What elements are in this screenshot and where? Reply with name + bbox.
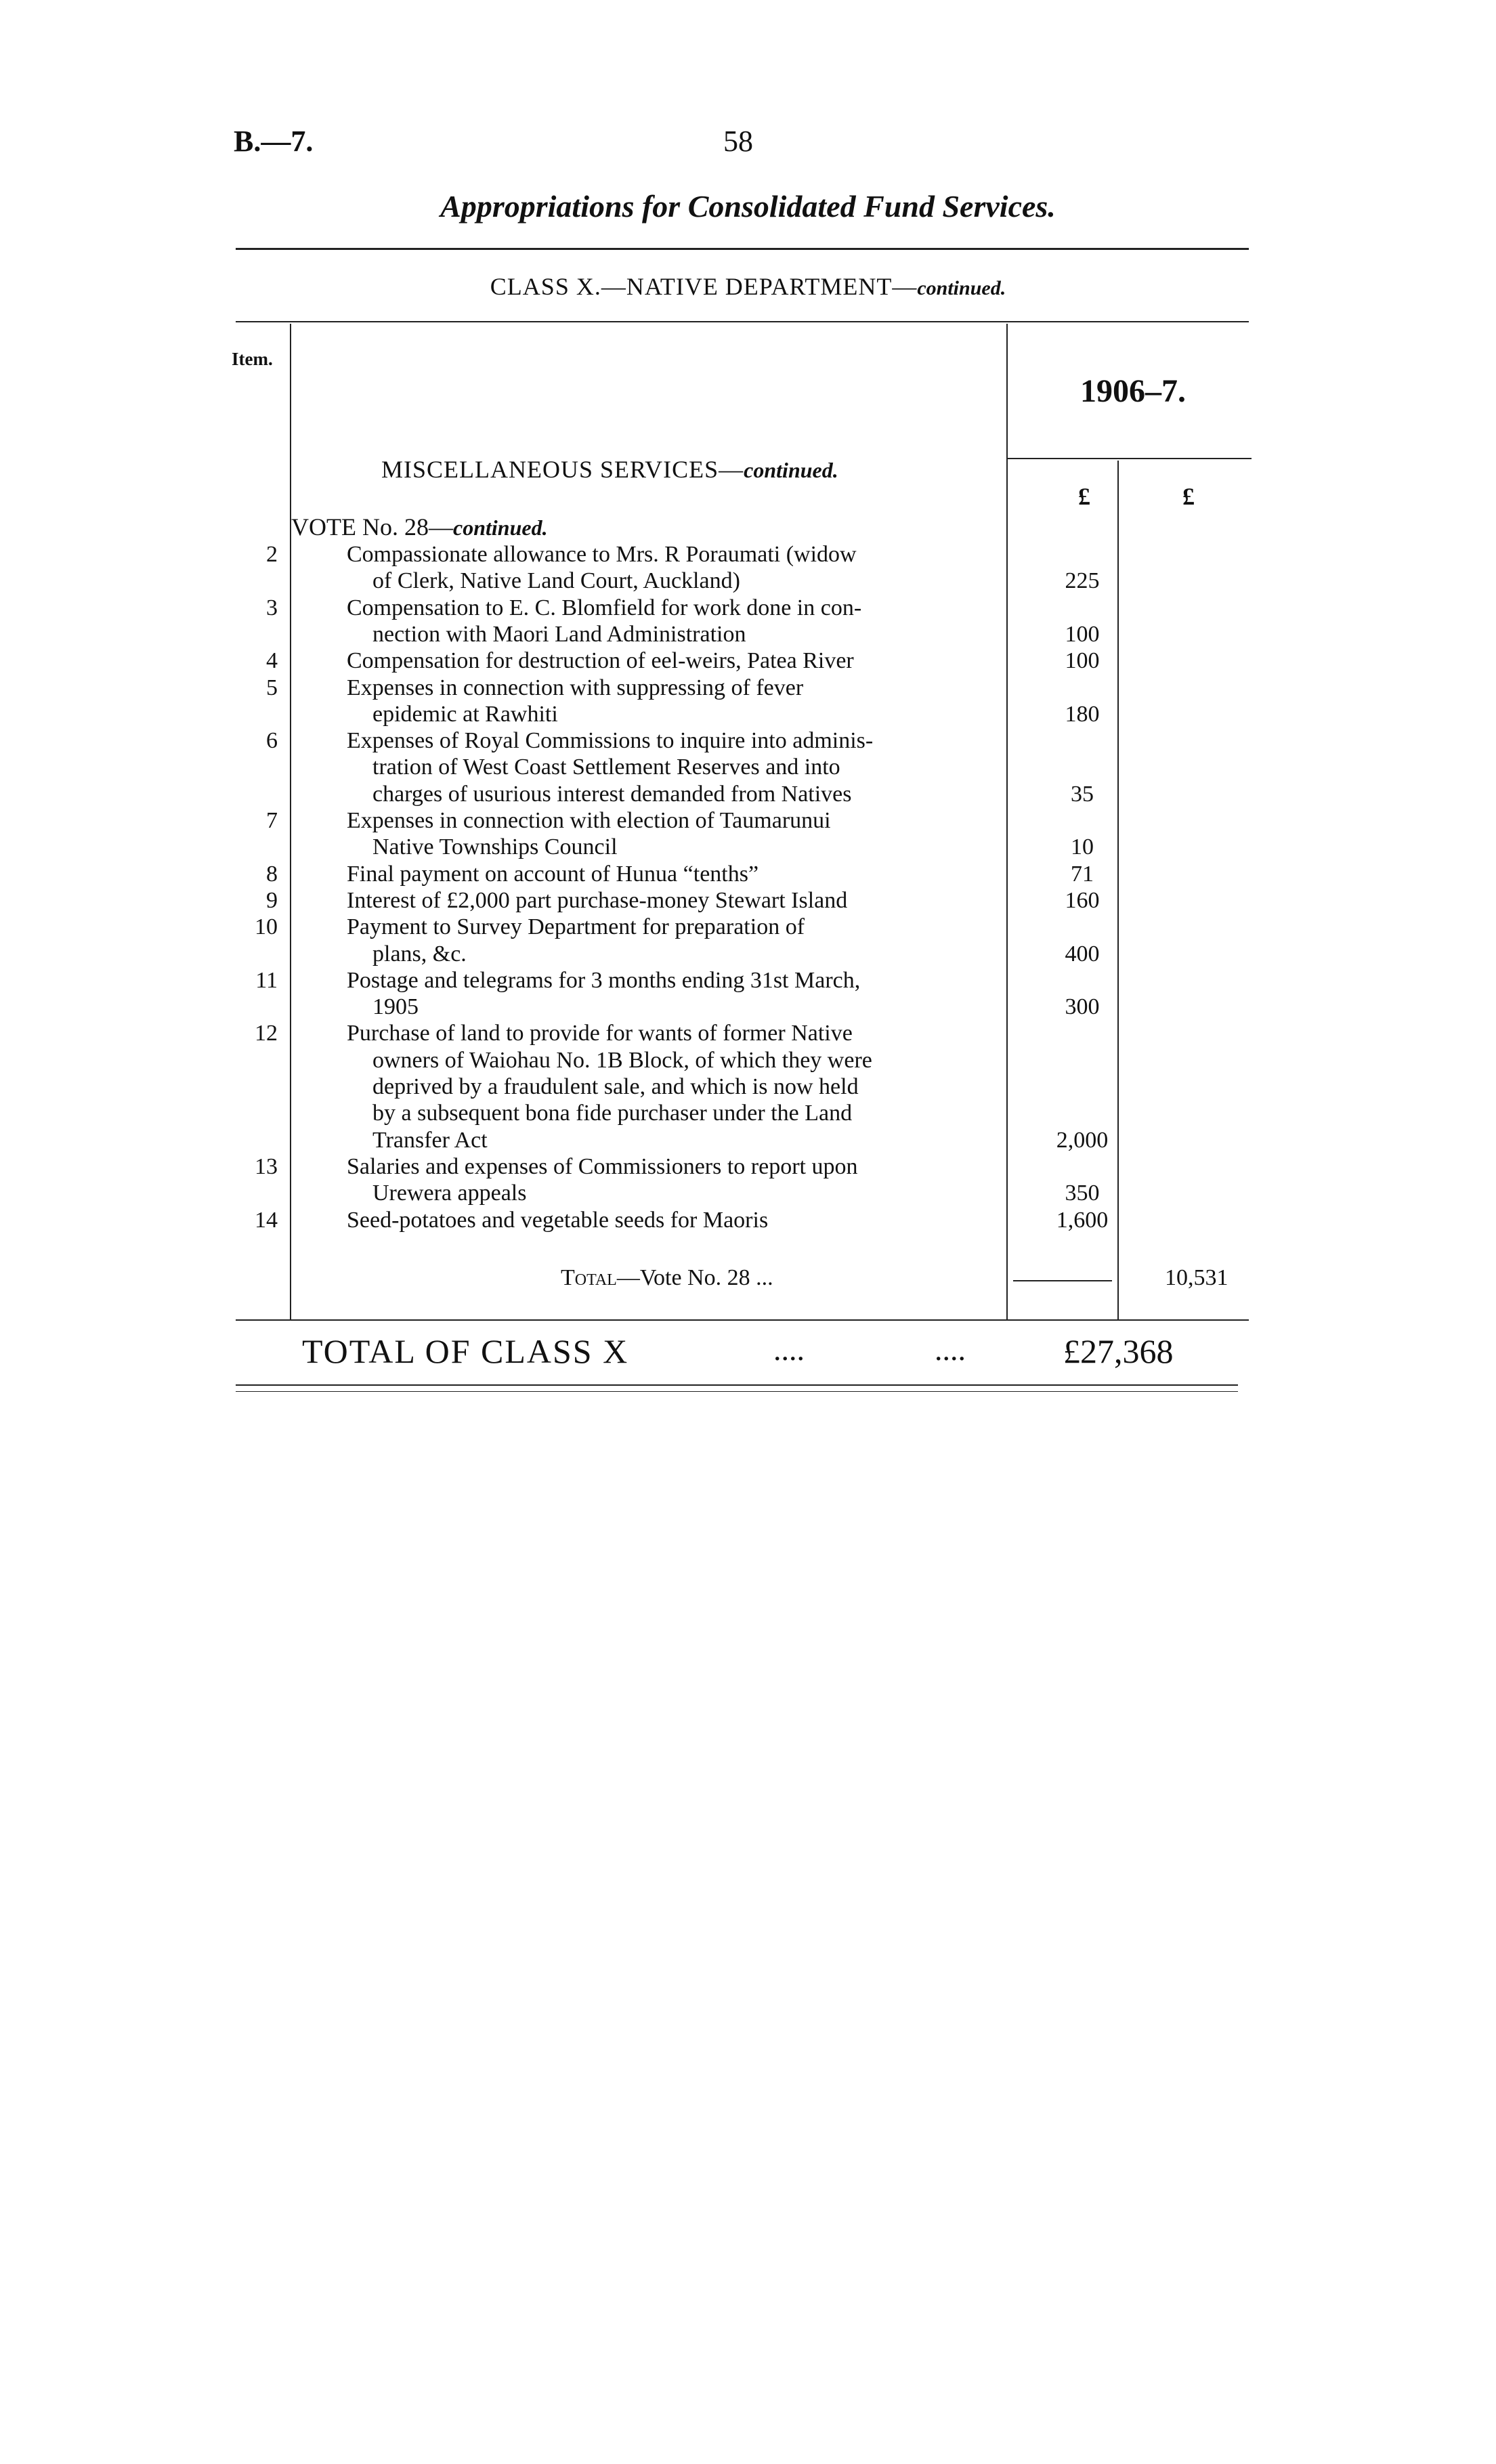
year-heading: 1906–7. xyxy=(1080,373,1186,409)
amount-column-rule xyxy=(1006,324,1008,1319)
item-amount: 71 xyxy=(1071,861,1094,887)
section-heading xyxy=(381,455,838,484)
vote-total-rest: —Vote No. 28 ... xyxy=(616,1265,773,1290)
item-description-line: of Clerk, Native Land Court, Auckland) xyxy=(372,568,740,594)
item-description-line: Interest of £2,000 part purchase-money Stewart Island xyxy=(347,887,848,913)
document-reference: B.—7. xyxy=(234,125,314,158)
year-under-rule xyxy=(1008,458,1252,459)
class-total-dots-1: .... xyxy=(773,1332,805,1367)
class-heading-main: CLASS X.—NATIVE DEPARTMENT— xyxy=(490,273,918,300)
class-total-label: TOTAL OF CLASS X xyxy=(302,1332,629,1370)
item-description-line: by a subsequent bona fide purchaser under the Land xyxy=(372,1101,853,1126)
item-description-line: plans, &c. xyxy=(372,941,467,967)
item-description-line: Native Townships Council xyxy=(372,834,618,860)
item-amount: 350 xyxy=(1065,1181,1100,1206)
item-description-line: Compassionate allowance to Mrs. R Poraumati (widow xyxy=(347,542,857,567)
vote-heading xyxy=(291,513,548,541)
class-total-amount: £27,368 xyxy=(1063,1332,1174,1370)
vote-total-rule xyxy=(1013,1280,1112,1281)
section-heading-suffix: continued. xyxy=(744,458,838,482)
item-number: 11 xyxy=(255,967,278,993)
item-number: 8 xyxy=(266,861,278,887)
item-number: 7 xyxy=(266,808,278,833)
item-amount: 100 xyxy=(1065,621,1100,647)
top-rule xyxy=(236,248,1249,250)
item-description-line: deprived by a fraudulent sale, and which is now held xyxy=(372,1074,859,1099)
item-description-line: Payment to Survey Department for preparation of xyxy=(347,914,805,940)
item-amount: 400 xyxy=(1065,941,1100,967)
footer-rule-1 xyxy=(236,1384,1238,1386)
item-description-line: Transfer Act xyxy=(372,1127,488,1153)
item-column-label: Item. xyxy=(232,349,273,369)
item-amount: 35 xyxy=(1071,781,1094,807)
class-total-dots-2: .... xyxy=(935,1332,966,1367)
pound-symbol-items: £ xyxy=(1078,483,1090,510)
item-amount: 1,600 xyxy=(1056,1207,1109,1233)
item-description-line: Final payment on account of Hunua “tenths” xyxy=(347,861,759,887)
item-description-line: Salaries and expenses of Commissioners to report upon xyxy=(347,1153,858,1179)
item-description-line: Compensation for destruction of eel-weirs, Patea River xyxy=(347,648,854,674)
pound-symbol-total: £ xyxy=(1182,483,1195,510)
item-number: 12 xyxy=(255,1021,278,1046)
item-amount: 10 xyxy=(1071,834,1094,860)
item-description-line: Compensation to E. C. Blomfield for work done in con- xyxy=(347,595,862,620)
item-amount: 300 xyxy=(1065,994,1100,1020)
item-description-line: tration of West Coast Settlement Reserves and into xyxy=(372,755,840,780)
section-heading-main: MISCELLANEOUS SERVICES— xyxy=(381,456,744,483)
vote-total-amount: 10,531 xyxy=(1165,1265,1228,1290)
item-description-line: Seed-potatoes and vegetable seeds for Maoris xyxy=(347,1207,769,1233)
item-number: 2 xyxy=(266,542,278,567)
item-description-line: Purchase of land to provide for wants of former Native xyxy=(347,1021,853,1046)
item-description-line: Expenses in connection with election of Taumarunui xyxy=(347,808,831,833)
item-description-line: Urewera appeals xyxy=(372,1181,527,1206)
item-description-line: owners of Waiohau No. 1B Block, of which they were xyxy=(372,1047,872,1073)
item-number: 9 xyxy=(266,887,278,913)
vote-total-label xyxy=(561,1265,773,1291)
vote-heading-main: VOTE No. 28— xyxy=(291,513,453,540)
item-description-line: nection with Maori Land Administration xyxy=(372,621,746,647)
item-number: 5 xyxy=(266,675,278,700)
vote-total-prefix: Total xyxy=(561,1265,617,1290)
table-bottom-rule xyxy=(236,1319,1249,1321)
item-number: 14 xyxy=(255,1207,278,1233)
vote-heading-suffix: continued. xyxy=(452,515,548,540)
page-number: 58 xyxy=(723,125,753,158)
item-description-line: Postage and telegrams for 3 months ending 31st March, xyxy=(347,967,861,993)
item-number: 13 xyxy=(255,1153,278,1179)
item-column-rule xyxy=(290,324,291,1319)
item-number: 6 xyxy=(266,728,278,754)
item-description-line: Expenses of Royal Commissions to inquire into adminis- xyxy=(347,728,874,754)
item-number: 3 xyxy=(266,595,278,620)
item-amount: 2,000 xyxy=(1056,1127,1109,1153)
item-number: 4 xyxy=(266,648,278,674)
table-top-rule xyxy=(236,321,1249,322)
item-description-line: Expenses in connection with suppressing of fever xyxy=(347,675,804,700)
item-amount: 225 xyxy=(1065,568,1100,594)
item-description-line: 1905 xyxy=(372,994,419,1020)
class-heading-suffix: continued. xyxy=(917,277,1006,299)
item-amount: 180 xyxy=(1065,701,1100,727)
item-amount: 160 xyxy=(1065,887,1100,913)
class-heading xyxy=(0,272,1496,301)
item-amount: 100 xyxy=(1065,648,1100,674)
page-title: Appropriations for Consolidated Fund Services. xyxy=(440,189,1056,224)
item-description-line: charges of usurious interest demanded from Natives xyxy=(372,781,852,807)
item-number: 10 xyxy=(255,914,278,940)
footer-rule-2 xyxy=(236,1391,1238,1392)
item-description-line: epidemic at Rawhiti xyxy=(372,701,558,727)
